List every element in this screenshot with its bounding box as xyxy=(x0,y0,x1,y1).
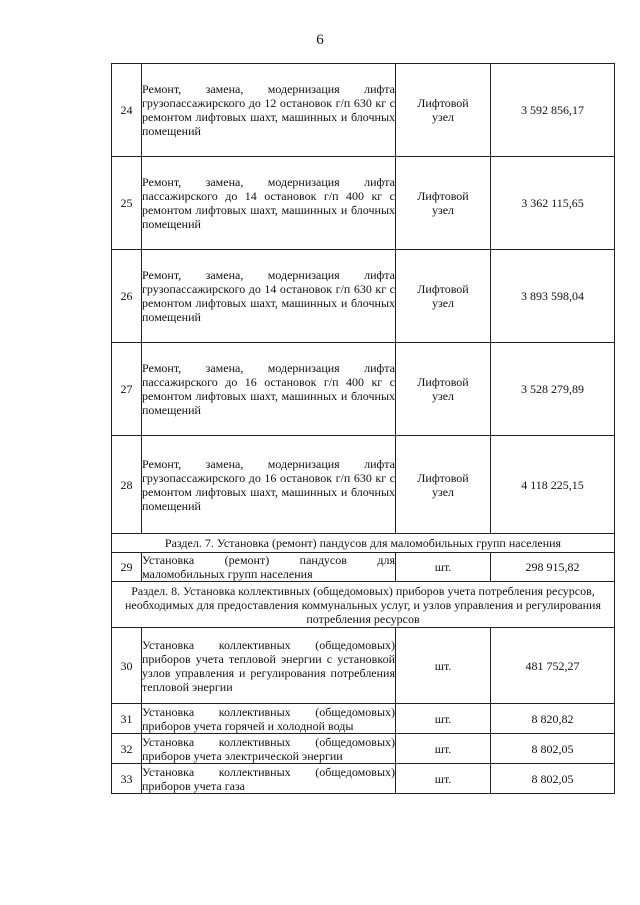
row-number: 30 xyxy=(112,628,142,704)
section-row xyxy=(112,534,615,553)
table-row xyxy=(112,553,615,582)
table-row xyxy=(112,764,615,794)
unit-of-measure: шт. xyxy=(396,628,491,704)
row-number: 25 xyxy=(112,157,142,250)
work-description: Ремонт, замена, модернизация лифта пассажирского до 16 остановок г/п 400 кг с ремонтом лифтовых шахт, машинных и блочных помещений xyxy=(142,343,396,436)
row-number: 33 xyxy=(112,764,142,794)
row-number: 28 xyxy=(112,436,142,534)
table-row xyxy=(112,250,615,343)
work-description: Установка (ремонт) пандусов для маломобильных групп населения xyxy=(142,553,395,581)
row-number: 31 xyxy=(112,704,142,734)
unit-of-measure: шт. xyxy=(396,764,491,794)
table-row xyxy=(112,436,615,534)
table-row xyxy=(112,734,615,764)
cost-value: 3 893 598,04 xyxy=(491,250,615,343)
cost-value: 8 820,82 xyxy=(491,704,615,734)
table-row xyxy=(112,343,615,436)
unit-of-measure: Лифтовой узел xyxy=(396,343,491,436)
unit-of-measure: Лифтовой узел xyxy=(396,64,491,157)
unit-of-measure: шт. xyxy=(396,704,491,734)
cost-value: 3 528 279,89 xyxy=(491,343,615,436)
work-items-table xyxy=(111,63,615,794)
cost-value: 8 802,05 xyxy=(491,764,615,794)
cost-value: 3 592 856,17 xyxy=(491,64,615,157)
cost-value: 8 802,05 xyxy=(491,734,615,764)
work-description: Установка коллективных (общедомовых) приборов учета электрической энергии xyxy=(142,734,395,763)
section-heading: Раздел. 7. Установка (ремонт) пандусов для маломобильных групп населения xyxy=(112,534,615,553)
work-description: Установка коллективных (общедомовых) приборов учета газа xyxy=(142,764,395,793)
table-row xyxy=(112,157,615,250)
section-heading: Раздел. 8. Установка коллективных (общедомовых) приборов учета потребления ресурсов, необходимых для предоставления коммунальных услуг, и узлов управления и регулирования потребления ресурсов xyxy=(112,582,615,628)
work-description: Ремонт, замена, модернизация лифта грузопассажирского до 12 остановок г/п 630 кг с ремонтом лифтовых шахт, машинных и блочных помещений xyxy=(142,64,396,157)
table-row xyxy=(112,704,615,734)
unit-of-measure: Лифтовой узел xyxy=(396,250,491,343)
unit-of-measure: шт. xyxy=(396,734,491,764)
row-number: 29 xyxy=(112,553,142,582)
section-row xyxy=(112,582,615,628)
table-row xyxy=(112,628,615,704)
cost-value: 3 362 115,65 xyxy=(491,157,615,250)
cost-value: 298 915,82 xyxy=(491,553,615,582)
row-number: 27 xyxy=(112,343,142,436)
unit-of-measure: шт. xyxy=(396,553,491,582)
cost-value: 4 118 225,15 xyxy=(491,436,615,534)
work-description: Установка коллективных (общедомовых) приборов учета горячей и холодной воды xyxy=(142,704,395,733)
work-description: Установка коллективных (общедомовых) приборов учета тепловой энергии с установкой узлов управления и регулирования потребления тепловой энергии xyxy=(142,628,396,704)
unit-of-measure: Лифтовой узел xyxy=(396,436,491,534)
row-number: 32 xyxy=(112,734,142,764)
cost-value: 481 752,27 xyxy=(491,628,615,704)
work-description: Ремонт, замена, модернизация лифта грузопассажирского до 14 остановок г/п 630 кг с ремонтом лифтовых шахт, машинных и блочных помещений xyxy=(142,250,396,343)
table-row xyxy=(112,64,615,157)
work-description: Ремонт, замена, модернизация лифта грузопассажирского до 16 остановок г/п 630 кг с ремонтом лифтовых шахт, машинных и блочных помещений xyxy=(142,436,396,534)
row-number: 24 xyxy=(112,64,142,157)
page-number: 6 xyxy=(316,32,324,48)
work-description: Ремонт, замена, модернизация лифта пассажирского до 14 остановок г/п 400 кг с ремонтом лифтовых шахт, машинных и блочных помещений xyxy=(142,157,396,250)
unit-of-measure: Лифтовой узел xyxy=(396,157,491,250)
row-number: 26 xyxy=(112,250,142,343)
